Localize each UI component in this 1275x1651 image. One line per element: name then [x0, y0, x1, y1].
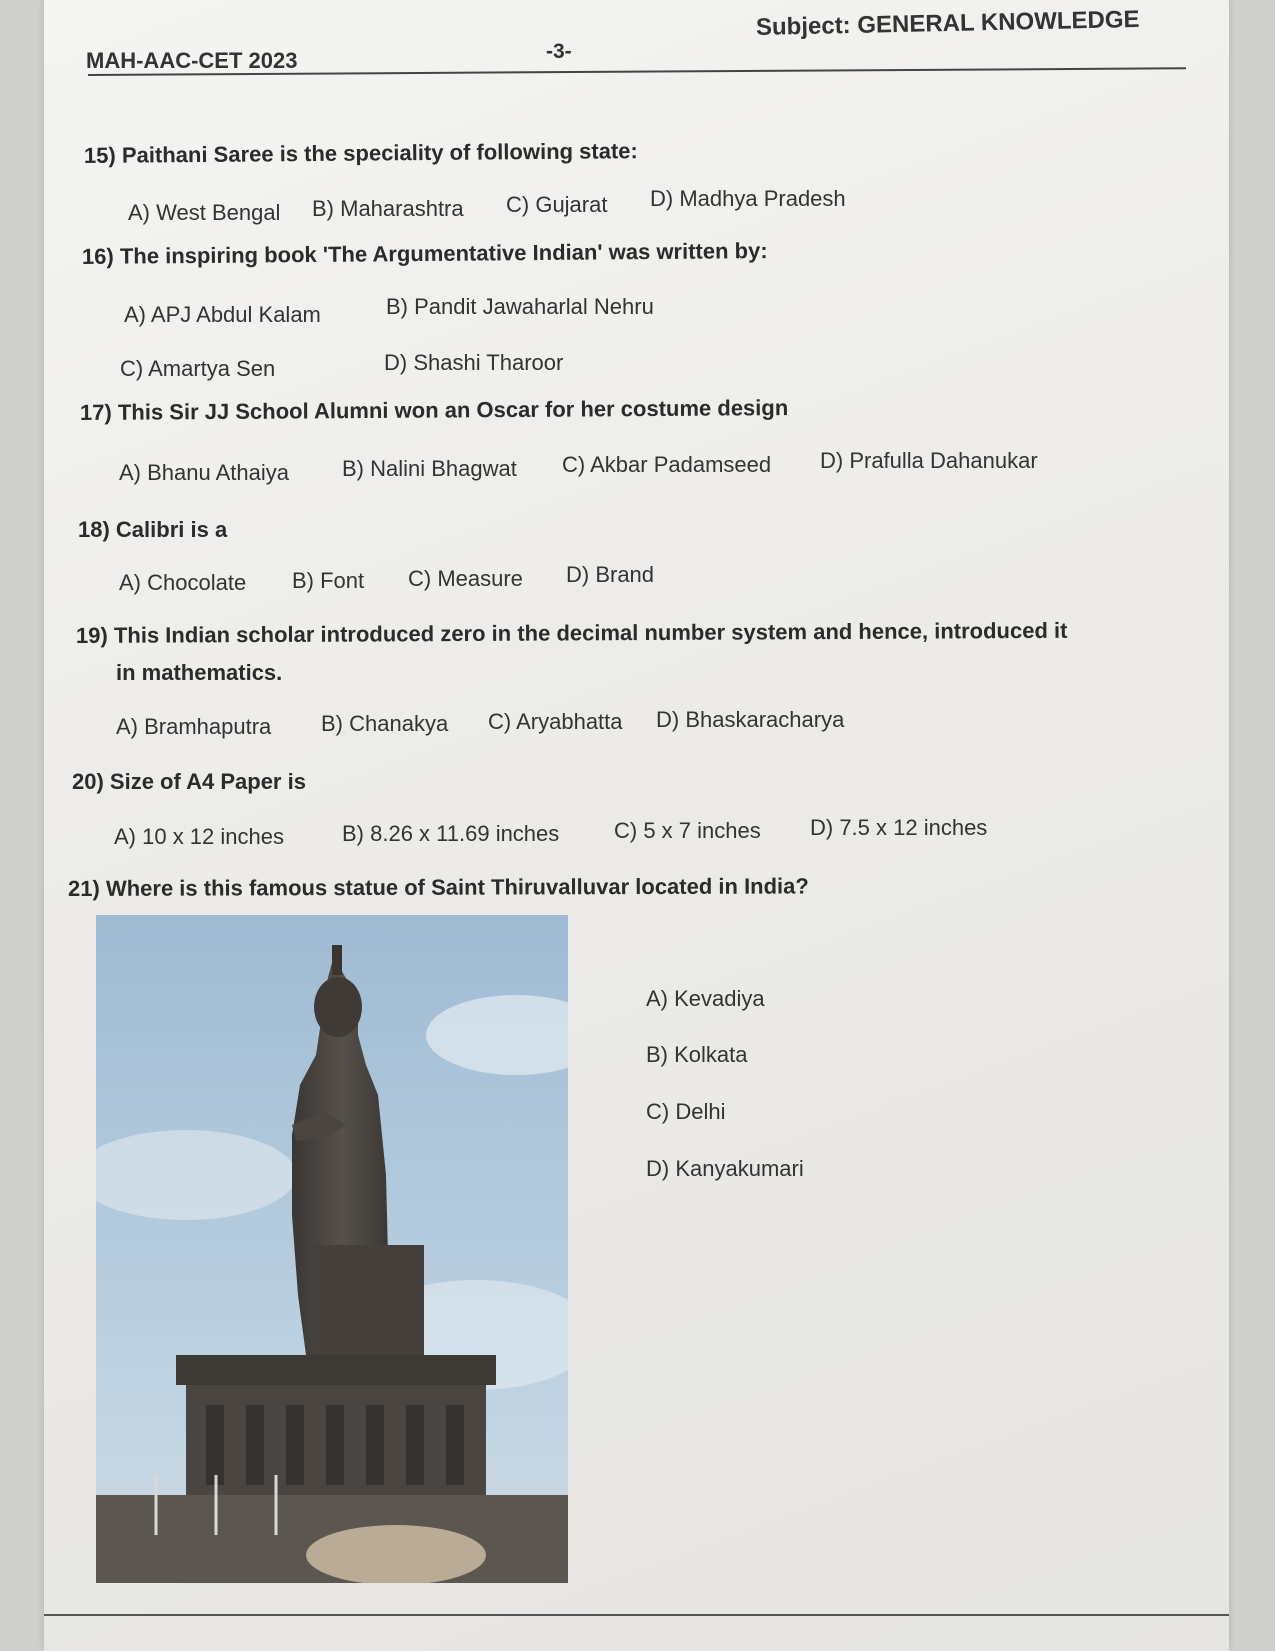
q17-option-b: B) Nalini Bhagwat	[342, 456, 517, 481]
q21-option-c: C) Delhi	[646, 1099, 726, 1124]
question-number: 15)	[83, 142, 116, 168]
question-number: 19)	[75, 622, 108, 648]
page-number: -3-	[546, 40, 572, 63]
q18-option-d: D) Brand	[566, 562, 655, 587]
question-21	[68, 873, 809, 902]
q19-option-a: A) Bramhaputra	[116, 714, 272, 739]
question-20	[72, 769, 306, 795]
question-number: 17)	[79, 399, 112, 425]
question-text: Paithani Saree is the speciality of following state:	[121, 138, 638, 168]
question-19	[76, 618, 1068, 649]
question-text: Size of A4 Paper is	[109, 769, 306, 794]
q17-option-d: D) Prafulla Dahanukar	[820, 448, 1038, 473]
q16-option-a: A) APJ Abdul Kalam	[124, 302, 321, 327]
q15-option-a: A) West Bengal	[128, 200, 281, 225]
thiruvalluvar-statue-photo	[96, 915, 568, 1583]
footer-rule	[44, 1614, 1229, 1616]
q20-option-a: A) 10 x 12 inches	[114, 824, 284, 849]
question-15	[84, 138, 638, 169]
q20-option-d: D) 7.5 x 12 inches	[810, 815, 988, 840]
q20-option-c: C) 5 x 7 inches	[614, 818, 761, 843]
q18-option-a: A) Chocolate	[119, 570, 247, 595]
q19-option-b: B) Chanakya	[321, 711, 449, 736]
q17-option-a: A) Bhanu Athaiya	[119, 460, 290, 485]
q18-option-b: B) Font	[292, 568, 365, 593]
question-18	[78, 517, 227, 543]
q21-option-b: B) Kolkata	[646, 1042, 748, 1067]
question-16	[82, 238, 768, 270]
q15-option-d: D) Madhya Pradesh	[650, 186, 846, 211]
q18-option-c: C) Measure	[408, 566, 523, 591]
q16-option-c: C) Amartya Sen	[120, 356, 276, 381]
q16-option-d: D) Shashi Tharoor	[384, 350, 564, 375]
q15-option-c: C) Gujarat	[506, 192, 608, 217]
subject-title: Subject: GENERAL KNOWLEDGE	[755, 5, 1140, 41]
question-text: Calibri is a	[115, 517, 228, 542]
question-19-continuation: in mathematics.	[116, 660, 283, 685]
question-17	[80, 395, 788, 426]
question-text: The inspiring book 'The Argumentative Indian' was written by:	[119, 238, 768, 269]
q20-option-b: B) 8.26 x 11.69 inches	[342, 821, 560, 846]
question-number: 18)	[78, 517, 110, 542]
question-number: 20)	[72, 769, 104, 794]
q19-option-d: D) Bhaskaracharya	[656, 707, 845, 732]
question-number: 21)	[67, 875, 100, 901]
q16-option-b: B) Pandit Jawaharlal Nehru	[386, 294, 654, 319]
q19-option-c: C) Aryabhatta	[488, 709, 623, 734]
q15-option-b: B) Maharashtra	[312, 196, 464, 221]
question-text: Where is this famous statue of Saint Thiruvalluvar located in India?	[105, 873, 809, 901]
question-text: This Indian scholar introduced zero in the decimal number system and hence, introduced it	[113, 617, 1068, 648]
q21-option-d: D) Kanyakumari	[646, 1156, 804, 1181]
exam-page	[44, 0, 1229, 1651]
question-number: 16)	[81, 243, 114, 269]
statue-image	[96, 915, 568, 1583]
question-text: This Sir JJ School Alumni won an Oscar for her costume design	[117, 395, 789, 425]
exam-code: MAH-AAC-CET 2023	[86, 48, 298, 73]
q21-option-a: A) Kevadiya	[646, 986, 765, 1011]
q17-option-c: C) Akbar Padamseed	[562, 452, 772, 477]
